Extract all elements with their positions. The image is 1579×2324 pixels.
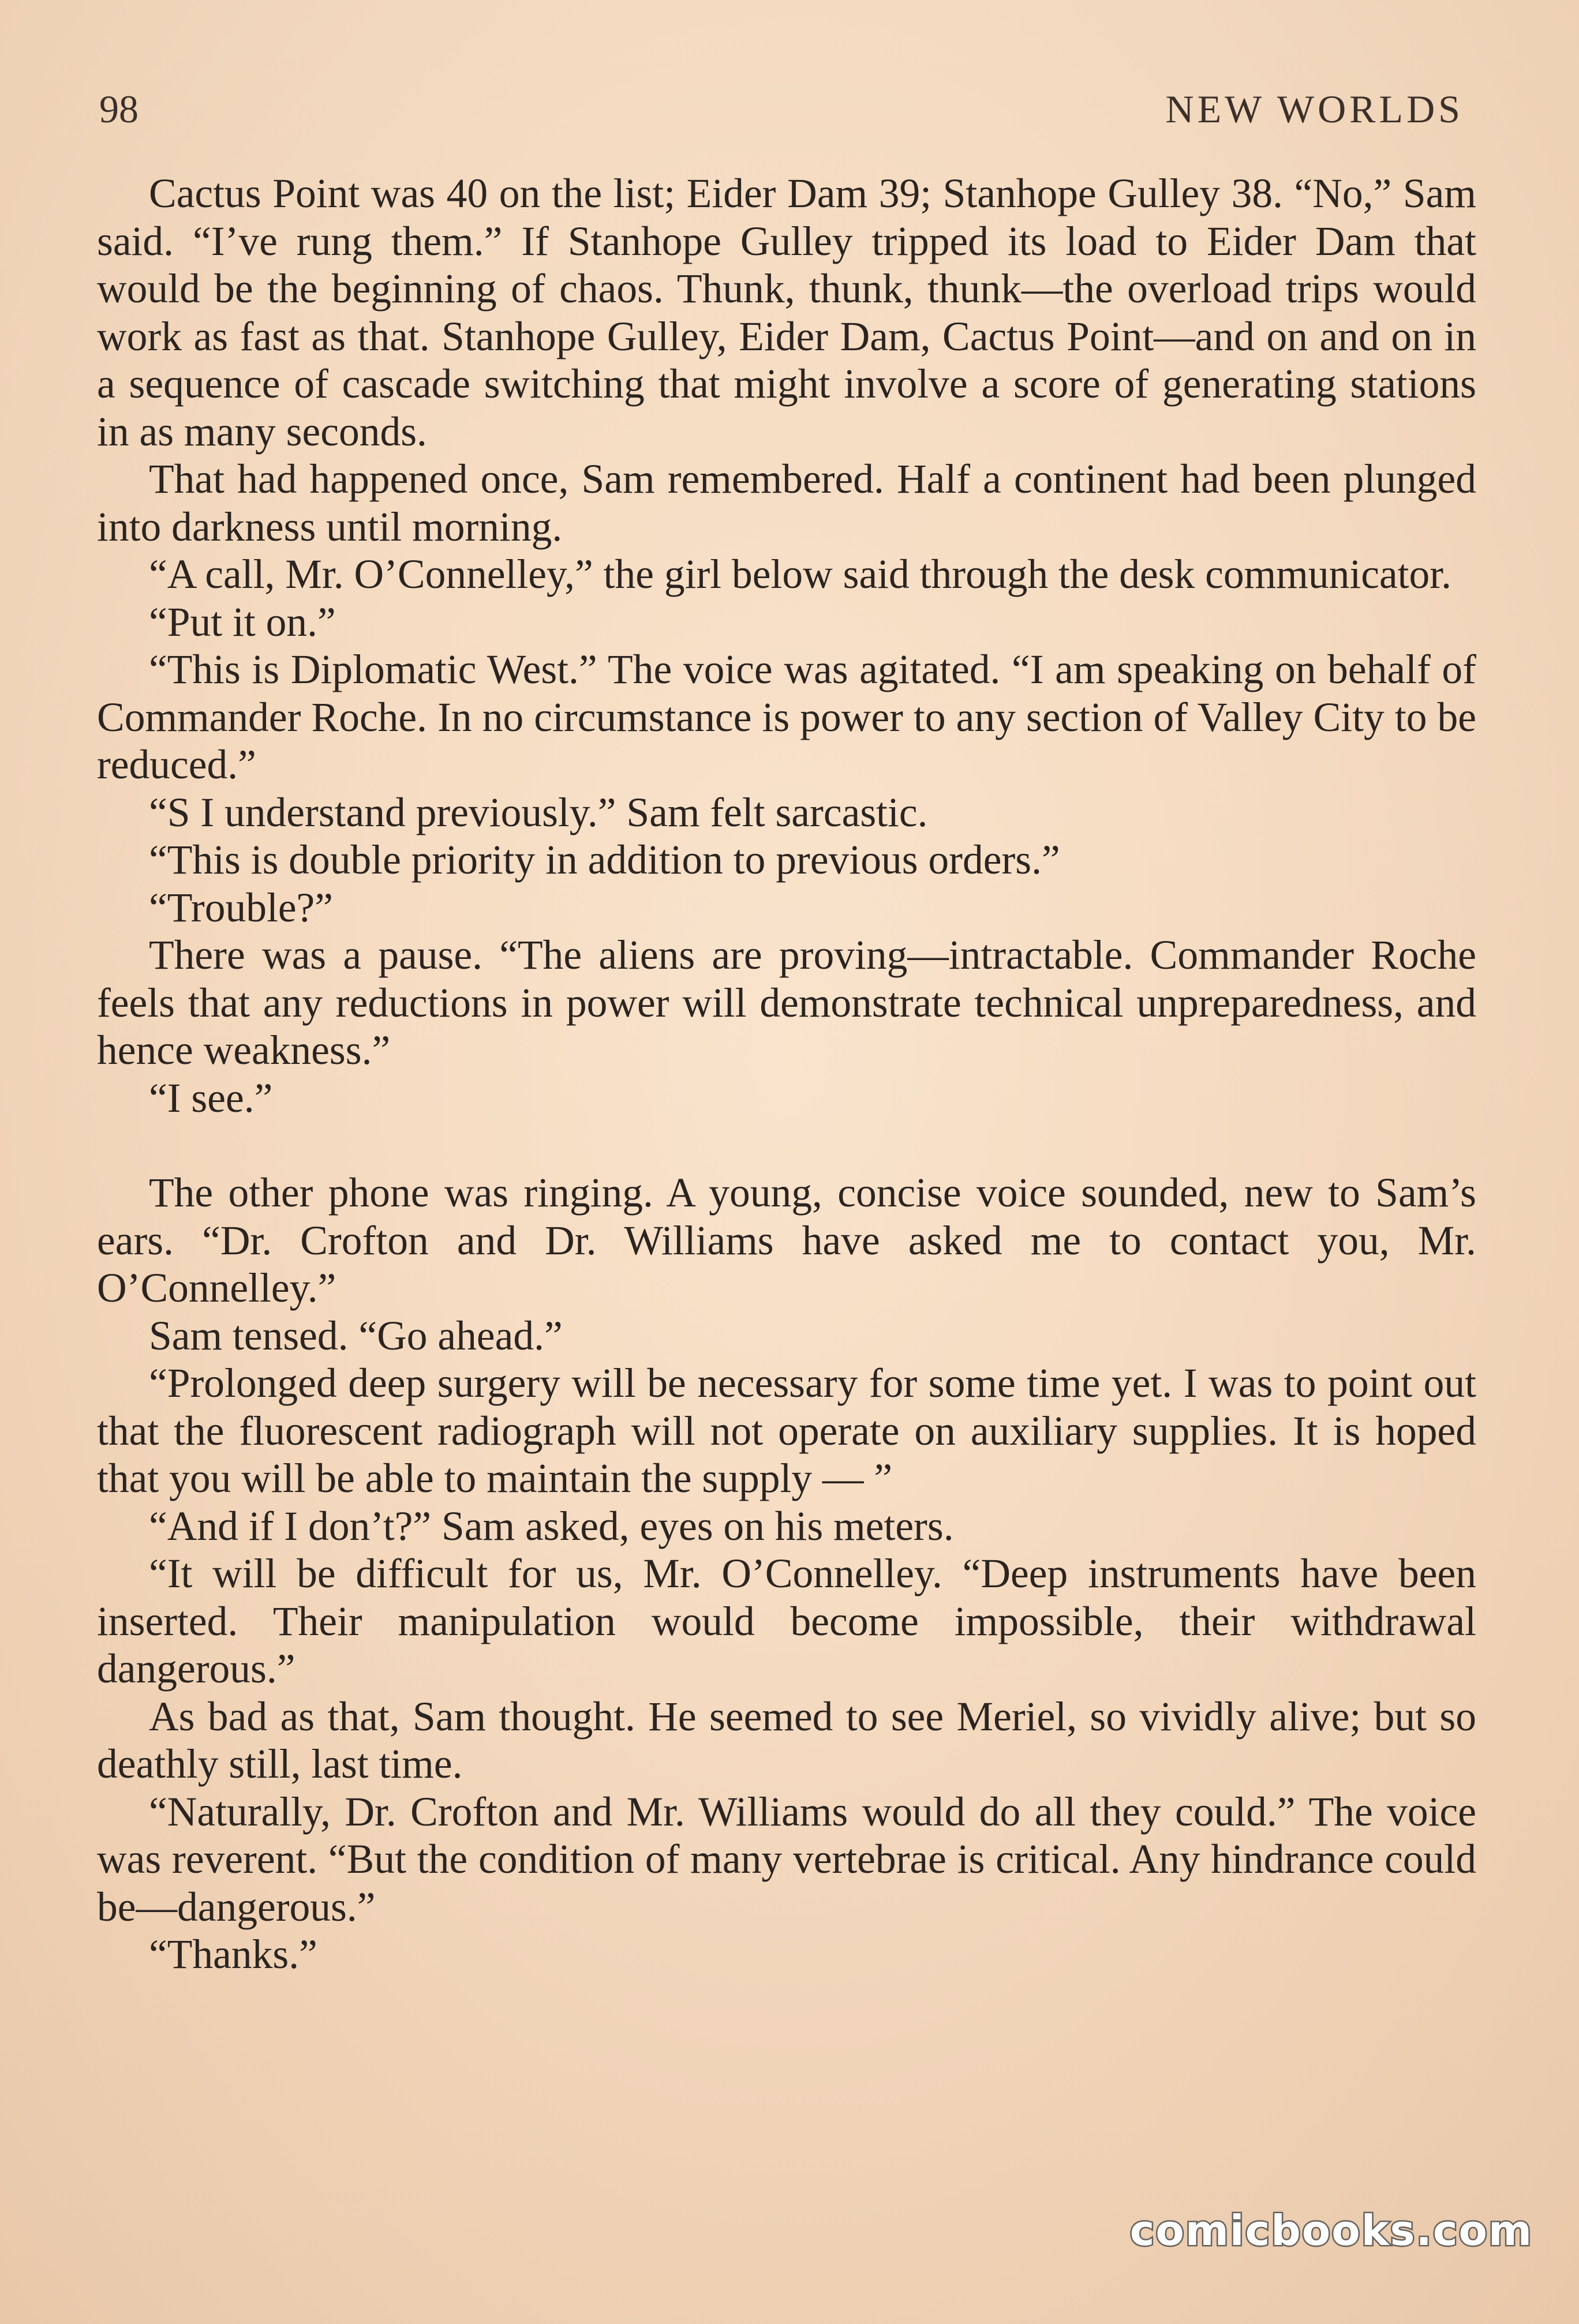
body-text (97, 170, 1476, 1979)
paragraph: “A call, Mr. O’Connelley,” the girl below said through the desk communicator. (149, 552, 1452, 597)
paragraph: “Prolonged deep surgery will be necessary for some time yet. I was to point out that the fluorescent radiograph will not operate on auxiliary supplies. It is hoped that you will be able to maintain the supply — ” (97, 1360, 1476, 1501)
paragraph: “I see.” (149, 1075, 273, 1121)
paragraph: “Thanks.” (149, 1932, 317, 1977)
page-header (99, 87, 1464, 144)
paragraph: “This is double priority in addition to previous orders.” (149, 837, 1060, 883)
paragraph: “This is Diplomatic West.” The voice was agitated. “I am speaking on behalf of Commander Roche. In no circumstance is power to any section of Valley City to be reduced.” (97, 647, 1476, 788)
watermark: comicbooks.com (1129, 2206, 1533, 2255)
paragraph: Sam tensed. “Go ahead.” (149, 1313, 563, 1359)
paragraph: That had happened once, Sam remembered. Half a continent had been plunged into darkness until morning. (97, 456, 1476, 550)
paragraph: As bad as that, Sam thought. He seemed to see Meriel, so vividly alive; but so deathly still, last time. (97, 1693, 1476, 1787)
paragraph: “Naturally, Dr. Crofton and Mr. Williams would do all they could.” The voice was reverent. “But the condition of many vertebrae is critical. Any hindrance could be—dangerous.” (97, 1789, 1476, 1930)
paragraph: “And if I don’t?” Sam asked, eyes on his meters. (149, 1503, 954, 1549)
paragraph: “Trouble?” (149, 884, 334, 931)
section-break (97, 1122, 1476, 1170)
paragraph: “S I understand previously.” Sam felt sarcastic. (149, 789, 928, 835)
page-number: 98 (99, 87, 139, 131)
paragraph: “Put it on.” (149, 599, 336, 645)
paragraph: Cactus Point was 40 on the list; Eider Dam 39; Stanhope Gulley 38. “No,” Sam said. “I’ve rung them.” If Stanhope Gulley tripped its load to Eider Dam that would be the beginning of chaos. Thunk, thunk, thunk—the overload trips would work as fast as that. Stanhope Gulley, Eider Dam, Cactus Point—and on and on in a sequence of cascade switching that might involve a score of generating stations in as many seconds. (97, 171, 1476, 455)
paragraph: There was a pause. “The aliens are proving—intractable. Commander Roche feels that any reductions in power will demonstrate technical unpreparedness, and hence weakness.” (97, 932, 1476, 1073)
running-head: NEW WORLDS (1165, 87, 1464, 131)
paragraph: “It will be difficult for us, Mr. O’Connelley. “Deep instruments have been inserted. Their manipulation would become impossible, their withdrawal dangerous.” (97, 1551, 1476, 1692)
paragraph: The other phone was ringing. A young, concise voice sounded, new to Sam’s ears. “Dr. Crofton and Dr. Williams have asked me to contact you, Mr. O’Connelley.” (97, 1170, 1476, 1311)
